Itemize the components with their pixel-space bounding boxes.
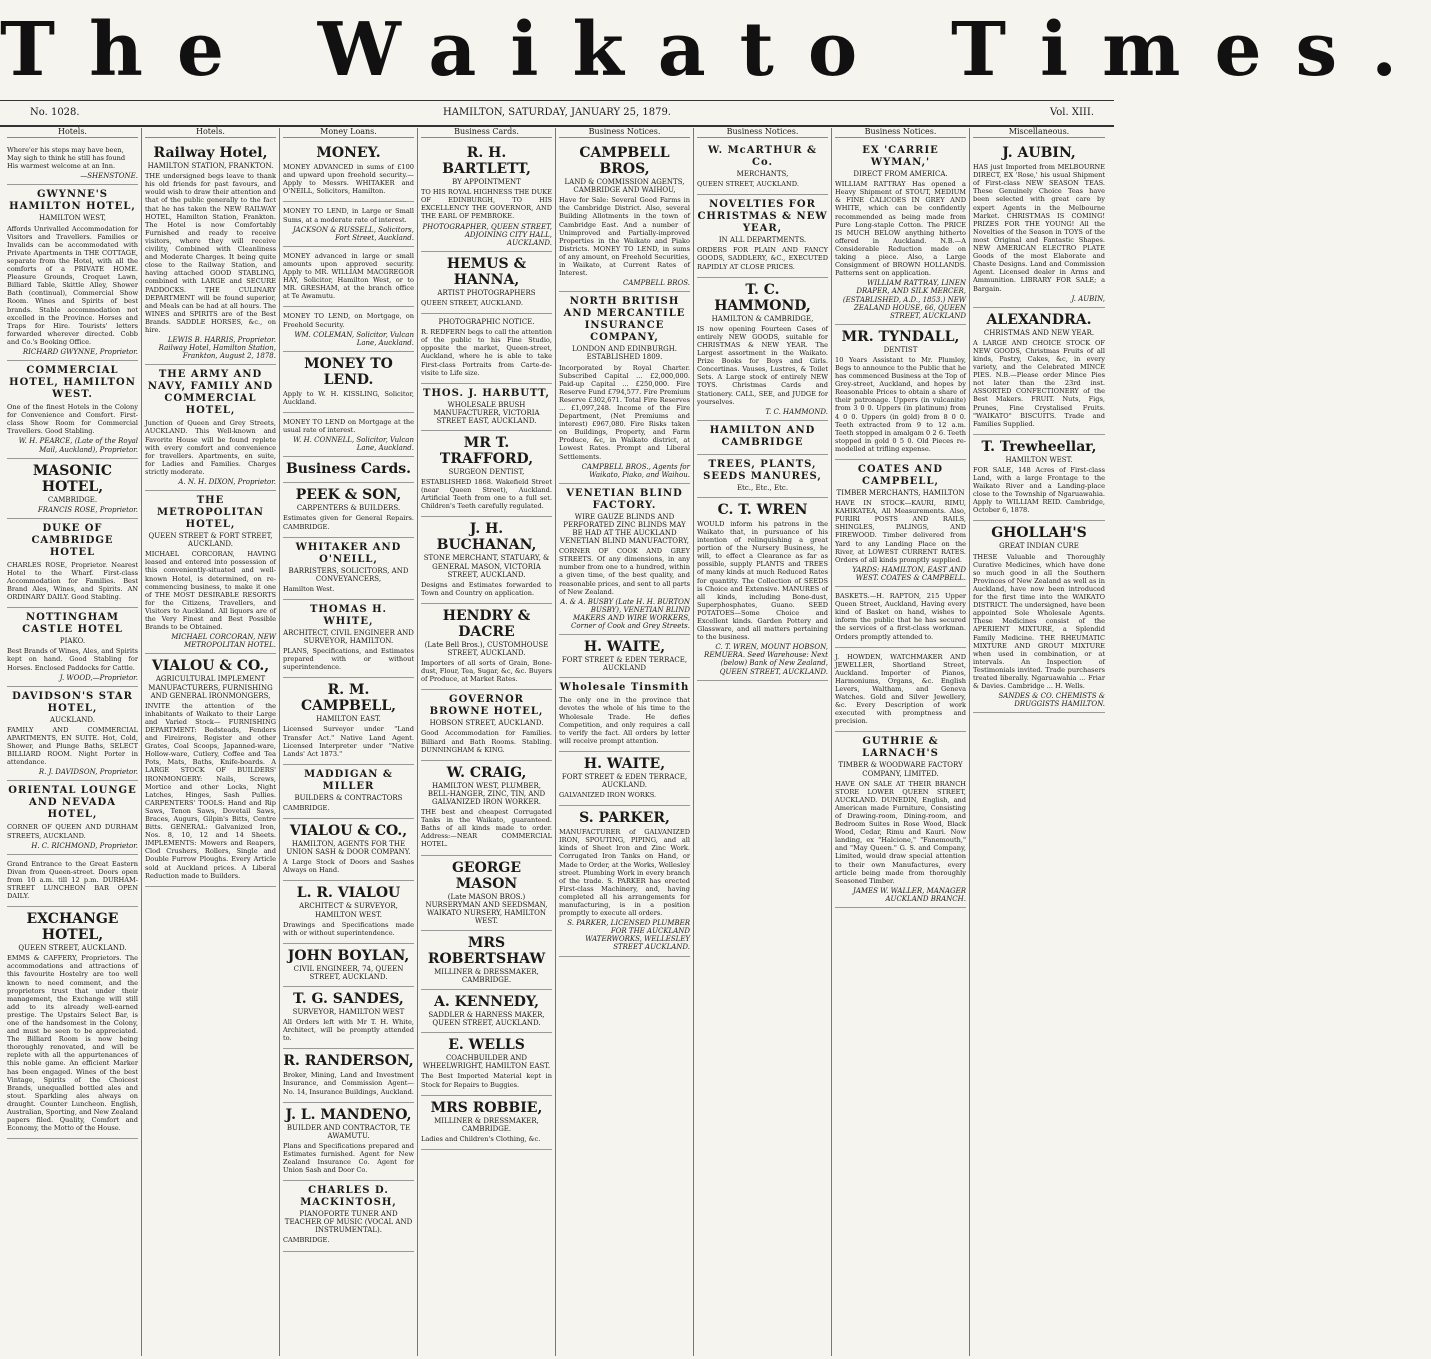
ad-subtitle: FORT STREET & EDEN TERRACE, AUCKLAND — [561, 656, 688, 673]
dateline-bar — [0, 100, 1114, 127]
ad-title: MR T. TRAFFORD, — [439, 434, 534, 467]
ad-title: THOMAS H. WHITE, — [309, 603, 388, 627]
ad-title: DUKE OF CAMBRIDGE HOTEL — [31, 522, 114, 558]
ad-title: COATES AND CAMPBELL, — [857, 464, 944, 487]
issue-date: HAMILTON, SATURDAY, JANUARY 25, 1879. — [443, 107, 671, 118]
ad-subtitle: LONDON AND EDINBURGH. ESTABLISHED 1809. — [571, 345, 678, 362]
advertisement — [283, 247, 414, 308]
advertisement — [421, 856, 552, 931]
ad-subtitle: DIRECT FROM AMERICA. — [853, 170, 948, 179]
ad-subtitle: CIVIL ENGINEER, 74, QUEEN STREET, AUCKLAND. — [293, 964, 404, 981]
advertisement — [7, 687, 138, 782]
ad-body: MONEY advanced in large or small amounts upon approved security. Apply to MR. WILLIAM MACGREGOR HAY, Solicitor, Hamilton West, or to MR. GRESHAM, at the branch office at Te Awamutu. — [283, 251, 414, 301]
ad-title: VIALOU & CO., — [289, 823, 408, 840]
column-header: Business Notices. — [559, 128, 690, 138]
advertisement — [559, 806, 690, 956]
ad-title: GUTHRIE & LARNACH'S — [862, 736, 939, 760]
ad-subtitle: MILLINER & DRESSMAKER, CAMBRIDGE. — [434, 967, 539, 984]
ad-body: QUEEN STREET, AUCKLAND. — [421, 298, 523, 307]
ad-body: WOULD inform his patrons in the Waikato that, in pursuance of his intention of relinquishing a great portion of the Nursery Business, he will, to effect a Clearance as far as possible, supply PLANTS and TREES of many kinds at much Reduced Rates for quantity. The Collection of SEEDS is Choice and Extensive. MANURES of all kinds, including Bone-dust, Superphosphates, Guano. SEED POTATOES—Some Choice and Excellent kinds. Garden Pottery and Glassware, and all matters pertaining to the business. — [697, 519, 828, 642]
advertisement — [697, 278, 828, 421]
advertisement — [145, 141, 276, 365]
advertisement — [421, 431, 552, 517]
ad-title: HAMILTON AND CAMBRIDGE — [709, 424, 816, 448]
ad-subtitle: PHOTOGRAPHIC NOTICE. — [438, 318, 535, 327]
column-header: Business Cards. — [421, 128, 552, 138]
advertisement — [283, 141, 414, 202]
advertisement — [559, 292, 690, 484]
ad-title: GOVERNOR BROWNE HOTEL, — [429, 694, 544, 718]
ad-signature: WM. COLEMAN, Solicitor, Vulcan Lane, Auckland. — [294, 330, 414, 347]
column-header: Miscellaneous. — [973, 128, 1105, 138]
ad-title: DAVIDSON'S STAR HOTEL, — [12, 690, 133, 714]
ad-title: GHOLLAH'S — [991, 525, 1087, 542]
ad-subtitle: AUCKLAND. — [50, 715, 95, 724]
advertisement — [421, 384, 552, 431]
advertisement — [283, 987, 414, 1049]
advertisement — [421, 141, 552, 252]
ad-subtitle: ARCHITECT, CIVIL ENGINEER AND SURVEYOR, HAMILTON. — [283, 628, 414, 645]
ad-title: MONEY TO LEND. — [304, 355, 393, 388]
ad-signature: S. PARKER, LICENSED PLUMBER FOR THE AUCKLAND WATERWORKS, WELLESLEY STREET AUCKLAND. — [567, 919, 690, 952]
ad-signature: JAMES W. WALLER, MANAGER AUCKLAND BRANCH. — [853, 886, 966, 903]
ad-title: T. G. SANDES, — [293, 990, 404, 1007]
ad-body: R. REDFERN begs to call the attention of the public to his Fine Studio, opposite the market, Queen-street, Auckland, where he is able to take First-class Portraits from Carte-de-visite to Life size. — [421, 328, 552, 377]
ad-title: ORIENTAL LOUNGE AND NEVADA HOTEL, — [8, 785, 137, 821]
advertisement — [283, 1181, 414, 1251]
advertisement — [559, 141, 690, 292]
ad-body: Good Accommodation for Families. Billiard and Bath Rooms. Stabling. DUNNINGHAM & KING. — [421, 729, 552, 754]
ad-title: MASONIC HOTEL, — [32, 462, 113, 495]
ad-signature: YARDS: HAMILTON, EAST AND WEST. COATES & CAMPBELL. — [852, 565, 966, 582]
advertisement — [145, 654, 276, 886]
advertisement — [973, 521, 1105, 713]
ad-signature: R. J. DAVIDSON, Proprietor. — [38, 768, 138, 777]
ad-subtitle: TIMBER MERCHANTS, HAMILTON — [836, 489, 965, 497]
ad-body: 10 Years Assistant to Mr. Plumley, Begs to announce to the Public that he has commenced Business at the Top of Grey-street, Auckland, and hopes by Reasonable Prices to obtain a share of their patronage. Uppers (in vulcanite) from 3 0 0. Uppers (in platinum) from 4 0 0. Uppers (in gold) from 8 0 0. Teeth extracted from 9 to 12 a.m. Teeth stopped in amalgam 0 2 6. Teeth stopped in gold 0 5 0. Old Pieces re-modelled at trifling expense. — [835, 355, 966, 453]
ad-signature: SANDES & CO. CHEMISTS & DRUGGISTS HAMILTON. — [998, 692, 1105, 709]
advertisement — [283, 483, 414, 537]
ad-title: THE METROPOLITAN HOTEL, — [157, 495, 264, 531]
advertisement — [7, 519, 138, 608]
ad-body: MICHAEL CORCORAN, HAVING leased and entered into possession of this conveniently-situated and well-known Hotel, is determined, on re-commencing business, to make it one of THE MOST DESIRABLE RESORTS for the Citizens, Travellers, and Visitors to Auckland. All liquors are of the Very Finest and Best Possible Brands to be Obtained. — [145, 550, 276, 632]
advertisement — [283, 1103, 414, 1182]
ad-title: T. C. HAMMOND, — [714, 281, 811, 314]
ad-title: NOVELTIES FOR CHRISTMAS & NEW YEAR, — [697, 199, 828, 235]
advertisement — [7, 608, 138, 686]
advertisement — [7, 459, 138, 519]
ad-title: MONEY. — [316, 145, 381, 162]
column-7 — [832, 128, 970, 1356]
ad-body: MANUFACTURER of GALVANIZED IRON, SPOUTING, PIPING, and all kinds of Sheet Iron and Zinc Work. Corrugated Iron Tanks on Hand, or Made to Order, at the Works, Wellesley street. Plumbing Work in every branch of the trade. S. PARKER has erected First-class Machinery, and, having completed all his arrangements for manufacturing, is in a position promptly to execute all orders. — [559, 828, 690, 918]
column-4 — [418, 128, 556, 1356]
ad-title: JOHN BOYLAN, — [287, 947, 410, 964]
ad-body: THE best and cheapest Corrugated Tanks in the Waikato, guaranteed. Baths of all kinds made to order. Address:—NEAR COMMERCIAL HOTEL. — [421, 808, 552, 849]
ad-body: A Large Stock of Doors and Sashes Always on Hand. — [283, 858, 414, 875]
ad-body: FOR SALE, 148 Acres of First-class Land, with a large Frontage to the Waikato River and a Landing-place close to the Township of Ngaruawahia. Apply to WILLIAM REID. Cambridge, October 6, 1878. — [973, 465, 1105, 515]
ad-body: Incorporated by Royal Charter. Subscribed Capital ... £2,000,000. Paid-up Capital ... £250,000. Fire Reserve Fund £794,577. Fire Premium Reserve £302,671. Total Fire Reserves ... £1,097,248. Income of the Fire Department, (Net Premiums and interest) £967,080. Fire Risks taken on Buildings, Property, and Farm Produce, &c, in Waikato district, at Lowest Rates. Prompt and Liberal Settlements. — [559, 363, 690, 461]
ad-title: NORTH BRITISH AND MERCANTILE INSURANCE COMPANY, — [563, 296, 686, 344]
advertisement — [145, 365, 276, 491]
ad-subtitle: BARRISTERS, SOLICITORS, AND CONVEYANCERS, — [288, 566, 409, 583]
advertisement — [559, 678, 690, 752]
ad-body: The Best Imported Material kept in Stock for Repairs to Buggies. — [421, 1072, 552, 1089]
advertisement — [283, 819, 414, 881]
advertisement — [283, 1049, 414, 1102]
ad-body: INVITE the attention of the inhabitants of Waikato to their Large and Varied Stock— FURNISHING DEPARTMENT: Bedsteads, Fenders and Fireirons, Register and other Grates, Coal Scoops, Japanned-ware, Hollow-ware, Cutlery, Coffee and Tea Pots, Mats, Baths, Knife-boards. A LARGE STOCK OF BUILDERS' IRONMONGERY: Nails, Screws, Mortice and other Locks, Night Latches, Hinges, Sash Pullies. CARPENTERS' TOOLS: Hand and Rip Saws, Tenon Saws, Dovetail Saws, Braces, Augurs, Gilpin's Bitts, Centre Bitts. GENERAL: Galvanized Iron, Nos. 8, 10, 12 and 14 Sheets. IMPLEMENTS: Mowers and Reapers, Clod Crushers, Rollers, Single and Double Furrow Ploughs. Every Article sold at Auckland prices. A Liberal Reduction made to Builders. — [145, 701, 276, 880]
ad-title: EX 'CARRIE WYMAN,' — [862, 145, 939, 169]
ad-signature: WILLIAM RATTRAY, LINEN DRAPER, AND SILK MERCER, (ESTABLISHED, A.D., 1853.) NEW ZEALAND HOUSE, 66, QUEEN STREET, AUCKLAND — [842, 279, 966, 320]
ad-body: QUEEN STREET, AUCKLAND. — [697, 180, 799, 189]
masthead-title: The Waikato Times. — [0, 7, 1431, 93]
advertisement — [283, 352, 414, 413]
ad-body: Licensed Surveyor under "Land Transfer Act." Native Land Agent. Licensed Interpreter under "Native Lands' Act 1873." — [283, 725, 414, 758]
advertisement — [421, 517, 552, 603]
ad-subtitle: HAMILTON STATION, FRANKTON. — [147, 162, 274, 171]
advertisement — [7, 781, 138, 854]
ad-body: MONEY TO LEND, in Large or Small Sums, at a moderate rate of interest. — [283, 207, 414, 224]
ad-title: ALEXANDRA. — [986, 311, 1092, 328]
ad-signature: CAMPBELL BROS. — [623, 279, 690, 288]
ad-signature: W. H. PEARCE, (Late of the Royal Mail, Auckland), Proprietor. — [18, 437, 138, 454]
ad-subtitle: FORT STREET & EDEN TERRACE, AUCKLAND. — [561, 772, 688, 789]
ad-title: THE ARMY AND NAVY, FAMILY AND COMMERCIAL HOTEL, — [147, 369, 274, 417]
ad-body: HAS just Imported from MELBOURNE DIRECT, EX 'Rose,' his usual Shipment of First-class NEW SEASON TEAS. These Genuinely Choice Teas have been selected with great care by expert Agents in the Melbourne Market. CHRISTMAS IS COMING! PRIZES FOR THE YOUNG! All the Novelties of the Season in TOYS of the most Original and Fantastic Shapes. NEW AMERICAN ELECTRO PLATE Goods of the most Elaborate and Chaste Designs. Land and Commission Agent. Licensed dealer in Arms and Ammunition. LIBRARY FOR SALE; a Bargain. — [973, 163, 1105, 293]
ad-title: L. R. VIALOU — [296, 885, 401, 902]
ad-body: Ladies and Children's Clothing, &c. — [421, 1134, 541, 1143]
ad-subtitle: ARTIST PHOTOGRAPHERS — [437, 288, 536, 297]
ad-subtitle: (Late Bell Bros.), CUSTOMHOUSE STREET, AUCKLAND. — [424, 640, 549, 657]
ad-body: TO HIS ROYAL HIGHNESS THE DUKE OF EDINBURGH, TO HIS EXCELLENCY THE GOVERNOR, AND THE EARL OF PEMBROKE. — [421, 188, 552, 221]
ad-title: Railway Hotel, — [153, 145, 268, 162]
advertisement — [421, 1033, 552, 1095]
advertisement — [697, 421, 828, 455]
advertisement — [283, 944, 414, 987]
ad-body: J. HOWDEN, WATCHMAKER AND JEWELLER, Shortland Street, Auckland. Importer of Pianos, Harmoniums, Organs, &c. English Levers, Waltham, and Geneva Watches. Gold and Silver Jewellery, &c. Every Description of work executed with promptness and precision. — [835, 652, 966, 726]
advertisement — [973, 141, 1105, 308]
ad-title: MADDIGAN & MILLER — [304, 768, 393, 792]
ad-title: S. PARKER, — [579, 810, 670, 827]
ad-title: J. AUBIN, — [1002, 145, 1076, 162]
ad-body: CAMBRIDGE. — [283, 1236, 330, 1245]
column-3 — [280, 128, 418, 1356]
advertisement — [697, 195, 828, 277]
advertisement — [835, 141, 966, 325]
ad-body: Broker, Mining, Land and Investment Insurance, and Commission Agent—No. 14, Insurance Buildings, Auckland. — [283, 1071, 414, 1096]
ad-title: GWYNNE'S HAMILTON HOTEL, — [9, 189, 136, 213]
ad-subtitle: CAMBRIDGE. — [47, 495, 98, 504]
ad-title: MRS ROBBIE, — [430, 1099, 543, 1116]
ad-body: ORDERS FOR PLAIN AND FANCY GOODS, SADDLERY, &C., EXECUTED RAPIDLY AT CLOSE PRICES. — [697, 246, 828, 271]
ad-signature: JACKSON & RUSSELL, Solicitors, Fort Street, Auckland. — [292, 225, 414, 242]
advertisement — [283, 881, 414, 943]
ad-subtitle: COACHBUILDER AND WHEELWRIGHT, HAMILTON EAST. — [422, 1054, 551, 1071]
ad-body: CAMBRIDGE. — [283, 803, 330, 812]
ad-title: CAMPBELL BROS, — [579, 145, 670, 178]
ad-title: R. RANDERSON, — [283, 1053, 414, 1070]
ad-title: HEMUS & HANNA, — [446, 255, 527, 288]
ad-body: A LARGE AND CHOICE STOCK OF NEW GOODS, Christmas Fruits of all kinds, Pastry, Cakes, &c, in every variety, and the Celebrated MINCE PIES. N.B.—Please order Mince Pies not later than the 23rd inst. ASSORTED CONFECTIONERY of the Best Makers. FRUIT. Nuts, Figs, Prunes, Fine Crystalised Fruits. "WAIKATO" BISCUITS. Trade and Families Supplied. — [973, 338, 1105, 428]
ad-title: W. McARTHUR & Co. — [707, 145, 818, 169]
column-header: Hotels. — [7, 128, 138, 138]
advertisement — [7, 185, 138, 361]
ad-title: HENDRY & DACRE — [442, 607, 531, 640]
ad-body: Drawings and Specifications made with or without superintendence. — [283, 920, 414, 937]
ad-title: R. M. CAMPBELL, — [300, 682, 397, 715]
column-6 — [694, 128, 832, 1356]
ad-body: HAVE ON SALE AT THEIR BRANCH STORE LOWER QUEEN STREET, AUCKLAND. DUNEDIN, English, and American made Furniture, Consisting of Drawing-room, Dining-room, and Bedroom Suites in Rose Wood, Black Wood, Cedar, Rimu and Kauri. Now landing, ex "Halcione," "Fanemouth," and "May Queen." G. S. and Company, Limited, would draw special attention to their own Manufactures, every article being made from thoroughly Seasoned Timber. — [835, 779, 966, 885]
advertisement — [283, 307, 414, 351]
advertisement — [7, 907, 138, 1139]
ad-title: MRS ROBERTSHAW — [427, 934, 546, 967]
ad-subtitle: DENTIST — [883, 345, 918, 354]
ad-body: GALVANIZED IRON WORKS. — [559, 791, 657, 800]
ad-body: ESTABLISHED 1868. Wakefield Street (near Queen Street), Auckland. Artificial Teeth from one to a full set. Children's Teeth carefully regulated. — [421, 478, 552, 511]
ad-signature: J. WOOD,—Proprietor. — [59, 673, 138, 682]
ad-body: Apply to W. H. KISSLING, Solicitor, Auckland. — [283, 389, 414, 406]
advertisement — [421, 604, 552, 690]
ad-subtitle: SADDLER & HARNESS MAKER, QUEEN STREET, AUCKLAND. — [428, 1011, 545, 1028]
ad-body: CORNER OF QUEEN AND DURHAM STREETS, AUCKLAND. — [7, 823, 138, 840]
ad-subtitle: SURGEON DENTIST, — [448, 467, 525, 476]
ad-subtitle: HAMILTON & CAMBRIDGE, — [711, 314, 814, 323]
ad-body: CORNER OF COOK AND GREY STREETS. Of any dimensions, in any number from one to a hundred, within a given time, of the best quality, and reasonable prices, and sent to all parts of New Zealand. — [559, 547, 690, 596]
ad-signature: —SHENSTONE. — [80, 172, 138, 181]
ad-title: T. Trewheellar, — [981, 438, 1097, 455]
advertisement — [421, 1096, 552, 1150]
advertisement — [973, 308, 1105, 435]
ad-subtitle: BUILDERS & CONTRACTORS — [294, 793, 403, 802]
ad-subtitle: TIMBER & WOODWARE FACTORY COMPANY, LIMITED. — [838, 761, 963, 778]
column-header: Business Notices. — [697, 128, 828, 138]
ad-body: Grand Entrance to the Great Eastern Divan from Queen-street. Doors open from 10 a.m. till 12 p.m. DURHAM-STREET LUNCHEON BAR OPEN DAILY. — [7, 859, 138, 901]
ad-title: GEORGE MASON — [451, 859, 522, 892]
ad-subtitle: GREAT INDIAN CURE — [999, 542, 1079, 551]
ad-body: The only one in the province that devotes the whole of his time to the Wholesale Trade. He defies Competition, and only requires a call to verify the fact. All orders by letter will receive prompt attention. — [559, 696, 690, 745]
masthead — [0, 0, 1431, 100]
ad-body: Affords Unrivalled Accommodation for Visitors and Travellers. Families or Invalids can be accommodated with Private Apartments in THE COTTAGE, separate from the Hotel, with all the comforts of a PRIVATE HOME. Pleasure Grounds, Croquet Lawn, Billiard Table, Skittle Alley, Shower Bath (continual), Commercial Show Room. Wines and Spirits of best brands. Stable accommodation not excelled in the Province. Horses and Traps for Hire. Tourists' letters forwarded wherever directed. Cobb and Co.'s Booking Office. — [7, 224, 138, 346]
ad-signature: A. N. H. DIXON, Proprietor. — [178, 478, 276, 486]
advertisement — [283, 457, 414, 483]
ad-body: PLANS, Specifications, and Estimates prepared with or without superintendence. — [283, 647, 414, 672]
ad-subtitle: PIAKO. — [59, 637, 86, 646]
ad-body: Plans and Specifications prepared and Estimates furnished. Agent for New Zealand Insurance Co. Agent for Union Sash and Door Co. — [283, 1141, 414, 1175]
ad-title: CHARLES D. MACKINTOSH, — [300, 1185, 397, 1209]
ad-body: HAVE IN STOCK—KAURI, RIMU, KAHIKATEA, All Measurements. Also, PURIRI POSTS AND RAILS, SHINGLES, PALINGS, AND FIREWOOD. Timber delivered from Yard to any Landing Place on the River, at LOWEST CURRENT RATES. Orders of all kinds promptly supplied. — [835, 499, 966, 564]
ad-subtitle: WHOLESALE BRUSH MANUFACTURER, VICTORIA STREET EAST, AUCKLAND. — [433, 400, 540, 425]
ad-subtitle: AGRICULTURAL IMPLEMENT MANUFACTURERS, FURNISHING AND GENERAL IRONMONGERS, — [148, 675, 273, 700]
advertisement — [7, 361, 138, 459]
issue-number: No. 1028. — [30, 107, 80, 118]
ad-subtitle: LAND & COMMISSION AGENTS, CAMBRIDGE AND WAIHOU, — [564, 178, 685, 195]
ad-signature: W. H. CONNELL, Solicitor, Vulcan Lane, Auckland. — [293, 436, 414, 453]
ad-body: Junction of Queen and Grey Streets, AUCKLAND. This Well-known and Favorite House will be found replete with every comfort and convenience for travellers. Apartments, en suite, for Ladies and Families. Charges strictly moderate. — [145, 419, 276, 476]
column-header: Hotels. — [145, 128, 276, 138]
ad-body: FAMILY AND COMMERCIAL APARTMENTS, EN SUITE. Hot, Cold, Shower, and Plunge Baths, SELECT BILLIARD ROOM. Night Porter in attendance. — [7, 725, 138, 767]
advertisement — [421, 931, 552, 990]
advertisement — [283, 538, 414, 600]
advertisement — [835, 732, 966, 908]
advertisement — [421, 990, 552, 1033]
ad-body: Designs and Estimates forwarded to Town and Country on application. — [421, 580, 552, 597]
ad-title: Business Cards. — [285, 461, 412, 478]
advertisement — [697, 141, 828, 195]
ad-title: A. KENNEDY, — [434, 994, 539, 1011]
ad-body: BASKETS.—H. RAPTON, 215 Upper Queen Street, Auckland, Having every kind of Basket on hand, wishes to inform the public that he has secured the services of a first-class workman. Orders promptly attended to. — [835, 592, 966, 641]
ad-body: Have for Sale: Several Good Farms in the Cambridge District. Also, several Building Allotments in the town of Cambridge East. And a number of Unimproved and Partially-improved Properties in the Waikato and Piako Districts. MONEY TO LEND, in sums of any amount, on Freehold Securities, in Waikato, at Current Rates of Interest. — [559, 196, 690, 278]
advertisement — [283, 413, 414, 457]
ad-subtitle: BUILDER AND CONTRACTOR, TE AWAMUTU. — [286, 1123, 411, 1140]
advertisement — [973, 435, 1105, 522]
ad-subtitle: PIANOFORTE TUNER AND TEACHER OF MUSIC (VOCAL AND INSTRUMENTAL). — [284, 1210, 413, 1235]
ad-subtitle: ARCHITECT & SURVEYOR, HAMILTON WEST. — [299, 902, 398, 919]
advertisement — [559, 635, 690, 678]
ad-title: PEEK & SON, — [295, 487, 402, 504]
ad-body: All Orders left with Mr T. H. White, Architect, will be promptly attended to. — [283, 1018, 414, 1043]
advertisement — [835, 460, 966, 587]
advertisement — [835, 648, 966, 733]
advertisement — [421, 761, 552, 856]
advertisement — [283, 678, 414, 764]
column-5 — [556, 128, 694, 1356]
ad-title: C. T. WREN — [717, 501, 808, 518]
ad-subtitle: IN ALL DEPARTMENTS. — [718, 236, 807, 245]
advertisement — [145, 491, 276, 654]
ad-signature: CAMPBELL BROS., Agents for Waikato, Piako, and Waihou. — [581, 462, 690, 479]
advertisement-columns — [4, 128, 1110, 1356]
advertisement — [559, 484, 690, 635]
ad-subtitle: MERCHANTS, — [736, 170, 789, 179]
column-8 — [970, 128, 1108, 1356]
ad-title: R. H. BARTLETT, — [442, 145, 531, 178]
ad-signature: LEWIS B. HARRIS, Proprietor. Railway Hotel, Hamilton Station, Frankton, August 2, 1878. — [158, 336, 276, 361]
ad-signature: T. C. HAMMOND. — [765, 407, 828, 416]
advertisement — [283, 202, 414, 246]
ad-subtitle: HAMILTON EAST. — [316, 715, 381, 724]
column-header: Money Loans. — [283, 128, 414, 138]
ad-subtitle: HAMILTON, AGENTS FOR THE UNION SASH & DOOR COMPANY. — [286, 840, 411, 857]
ad-body: MONEY TO LEND on Mortgage at the usual rate of interest. — [283, 417, 414, 435]
ad-body: THE undersigned begs leave to thank his old friends for past favours, and would wish to draw their attention and that of the public generally to the fact that he has taken the NEW RAILWAY HOTEL, Hamilton Station, Frankton. The Hotel is now Comfortably Furnished and ready to receive visitors, where they will receive civility, Combined with Cleanliness and Moderate Charges. It being quite close to the Railway Station, and having attached GOOD STABLING, combined with LARGE and SECURE PADDOCKS. THE CULINARY DEPARTMENT will be found superior, and Meals can be had at all hours. The WINES and SPIRITS are of the Best Brands. SADDLE HORSES, &c., on hire. — [145, 172, 276, 334]
ad-body: Estimates given for General Repairs. CAMBRIDGE. — [283, 514, 414, 531]
ad-title: COMMERCIAL HOTEL, HAMILTON WEST. — [9, 365, 136, 401]
advertisement — [283, 765, 414, 819]
ad-signature: PHOTOGRAPHER, QUEEN STREET, ADJOINING CITY HALL, AUCKLAND. — [422, 222, 552, 247]
ad-subtitle: HAMILTON WEST, — [39, 214, 106, 223]
ad-signature: J. AUBIN, — [1071, 294, 1105, 303]
ad-title: VENETIAN BLIND FACTORY. — [566, 487, 683, 511]
ad-body: Where'er his steps may have been, May sigh to think he still has found His warmest welcome at an Inn. — [7, 146, 126, 171]
ad-subtitle: QUEEN STREET & FORT STREET, AUCKLAND. — [148, 532, 273, 549]
ad-signature: FRANCIS ROSE, Proprietor. — [37, 505, 138, 514]
ad-body: WILLIAM RATTRAY Has opened a Heavy Shipment of STOUT, MEDIUM & FINE CALICOES IN GREY AND WHITE, which can be confidently recommended as being made from Pure Long-staple Cotton. The PRICE IS MUCH BELOW anything hitherto offered in Auckland. N.B.—A Considerable Reduction made on taking a piece. Also, a Large Consignment of BROWN HOLLANDS. Patterns sent on application. — [835, 180, 966, 278]
ad-subtitle: SURVEYOR, HAMILTON WEST — [292, 1007, 405, 1016]
ad-title: WHITAKER AND O'NEILL, — [295, 541, 402, 565]
ad-title: NOTTINGHAM CASTLE HOTEL — [22, 612, 123, 636]
ad-body: EMMS & CAFFERY, Proprietors. The accommodations and attractions of this favourite Hostelry are too well known to need comment, and the proprietors trust that under their management, the Exchange will still add to its already well-earned prestige. The Upstairs Select Bar, is one of the handsomest in the Colony, and must be seen to be appreciated. The Billiard Room is now being thoroughly renovated, and will be replete with all the appurtenances of this noble game. An efficient Marker has been engaged. Wines of the best Vintage, Spirits of the Choicest Brands, unequalled bottled ales and stout. Sparkling ales always on draught. Counter Luncheon. English, Australian, Sporting, and New Zealand papers filed. Quality, Comfort and Economy, the Motto of the House. — [7, 954, 138, 1133]
ad-title: H. WAITE, — [583, 755, 666, 772]
ad-body: MONEY TO LEND, on Mortgage, on Freehold Security. — [283, 312, 414, 329]
ad-signature: C. T. WREN, MOUNT HOBSON, REMUERA. Seed Warehouse: Next (below) Bank of New Zealand, QUEEN STREET, AUCKLAND. — [704, 643, 828, 676]
ad-subtitle: MILLINER & DRESSMAKER, CAMBRIDGE. — [434, 1116, 539, 1133]
ad-body: MONEY ADVANCED in sums of £100 and upward upon freehold security.—Apply to Messrs. WHITAKER and O'NEILL, Solicitors, Hamilton. — [283, 163, 414, 196]
ad-title: Wholesale Tinsmith — [559, 682, 690, 694]
advertisement — [835, 325, 966, 460]
ad-subtitle: CARPENTERS & BUILDERS. — [296, 504, 401, 513]
ad-title: THOS. J. HARBUTT, — [423, 387, 550, 399]
ad-title: E. WELLS — [448, 1037, 525, 1054]
advertisement — [421, 314, 552, 384]
ad-signature: RICHARD GWYNNE, Proprietor. — [22, 347, 138, 356]
ad-subtitle: CHRISTMAS AND NEW YEAR. — [983, 328, 1095, 337]
ad-subtitle: (Late MASON BROS.) NURSERYMAN AND SEEDSMAN, WAIKATO NURSERY, HAMILTON WEST. — [425, 892, 548, 925]
ad-title: TREES, PLANTS, SEEDS MANURES, — [703, 458, 822, 482]
ad-subtitle: QUEEN STREET, AUCKLAND. — [18, 944, 127, 953]
advertisement — [7, 855, 138, 907]
column-2 — [142, 128, 280, 1356]
advertisement — [283, 600, 414, 678]
ad-title: VIALOU & CO., — [151, 658, 270, 675]
advertisement — [7, 141, 138, 185]
ad-subtitle: STONE MERCHANT, STATUARY, & GENERAL MASON, VICTORIA STREET, AUCKLAND. — [423, 554, 550, 579]
ad-body: Importers of all sorts of Grain, Bone-dust, Flour, Tea, Sugar, &c, &c. Buyers of Produce, at Market Rates. — [421, 659, 552, 684]
ad-subtitle: WIRE GAUZE BLINDS AND PERFORATED ZINC BLINDS MAY BE HAD AT THE AUCKLAND VENETIAN BLIND MANUFACTORY, — [559, 512, 690, 546]
ad-body: THESE Valuable and Thoroughly Curative Medicines, which have done so much good in all the Southern Provinces of New Zealand as well as in Auckland, have now been introduced for the first time into the WAIKATO DISTRICT. The undersigned, have been appointed Sole Wholesale Agents. These Medicines consist of the APERIENT MIXTURE, a Splendid Family Medicine. THE RHEUMATIC MIXTURE AND GROUT MIXTURE when used in combination, or at intervals. An Inspection of Testimonials invited. Trade purchasers treated liberally. Ngaruawahia ... Friar & Davies. Cambridge ... H. Wells. — [973, 552, 1105, 691]
ad-subtitle: HAMILTON WEST, PLUMBER, BELL-HANGER, ZINC, TIN, AND GALVANIZED IRON WORKER. — [427, 781, 546, 806]
ad-subtitle: BY APPOINTMENT — [452, 178, 521, 187]
ad-body: One of the finest Hotels in the Colony for Convenience and Comfort. First-class Show Room for Commercial Travellers. Good Stabling. — [7, 403, 138, 436]
ad-title: W. CRAIG, — [446, 764, 527, 781]
ad-title: EXCHANGE HOTEL, — [26, 911, 119, 944]
ad-signature: A. & A. BUSBY (Late H. H. BURTON BUSBY), VENETIAN BLIND MAKERS AND WIRE WORKERS, Corner of Cook and Grey Streets. — [560, 597, 690, 631]
ad-title: J. L. MANDENO, — [285, 1106, 412, 1123]
ad-body: Hamilton West. — [283, 584, 335, 593]
ad-subtitle: Etc., Etc., Etc. — [736, 483, 789, 492]
ad-title: J. H. BUCHANAN, — [436, 521, 537, 554]
ad-body: CHARLES ROSE, Proprietor. Nearest Hotel to the Wharf. First-class Accommodation for Families. Best Brand Ales, Wines, and Spirits. AN ORDINARY DAILY. Good Stabling. — [7, 560, 138, 602]
advertisement — [421, 252, 552, 314]
advertisement — [697, 498, 828, 681]
advertisement — [421, 690, 552, 760]
advertisement — [697, 455, 828, 498]
advertisement — [835, 587, 966, 648]
volume-number: Vol. XIII. — [1049, 107, 1094, 118]
ad-body: Best Brands of Wines, Ales, and Spirits kept on hand. Good Stabling for Horses. Enclosed Paddocks for Cattle. — [7, 647, 138, 672]
ad-signature: H. C. RICHMOND, Proprietor. — [31, 841, 138, 850]
ad-subtitle: HAMILTON WEST. — [1005, 455, 1073, 464]
column-header: Business Notices. — [835, 128, 966, 138]
ad-signature: MICHAEL CORCORAN, NEW METROPOLITAN HOTEL. — [171, 633, 276, 650]
ad-body: IS now opening Fourteen Cases of entirely NEW GOODS, suitable for CHRISTMAS & NEW YEAR. The Largest assortment in the Waikato. Prize Books for Boys and Girls. Concertinas. Vauses, Lustres, & Toilet Sets. A Large stock of entirely NEW TOYS. Christmas Cards and Stationery. CALL, SEE, and JUDGE for yourselves. — [697, 324, 828, 406]
ad-title: H. WAITE, — [583, 639, 666, 656]
ad-subtitle: HOBSON STREET, AUCKLAND. — [429, 719, 544, 728]
ad-title: MR. TYNDALL, — [841, 328, 960, 345]
advertisement — [559, 752, 690, 806]
column-1 — [4, 128, 142, 1356]
